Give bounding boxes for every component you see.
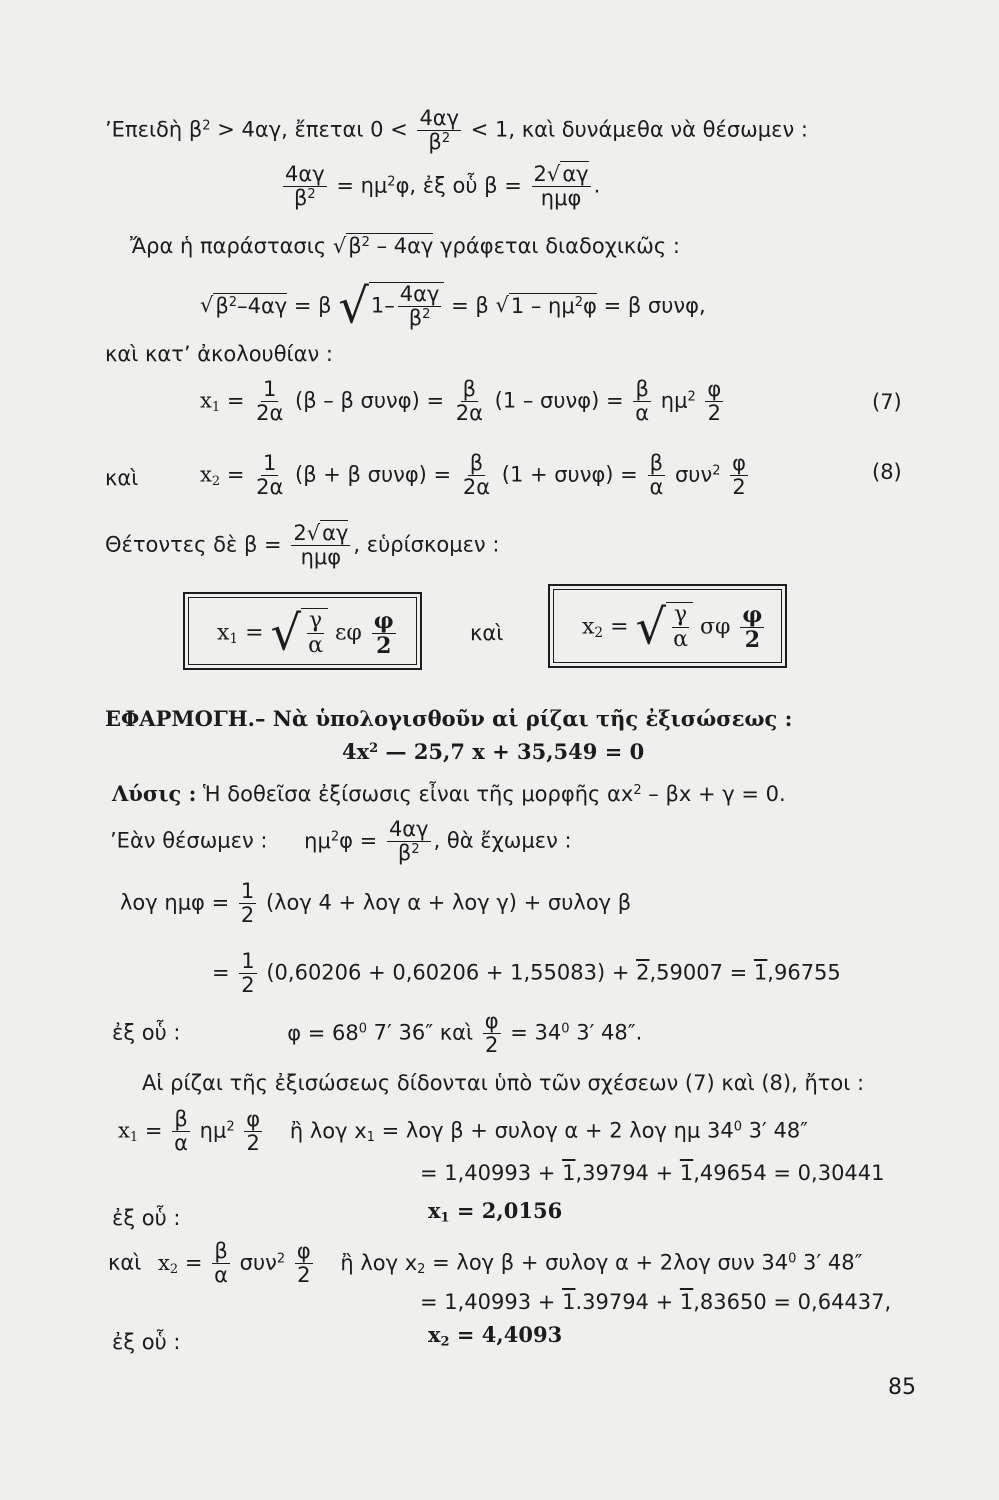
sup: 2 xyxy=(226,1119,235,1135)
text: ,83650 = 0,64437, xyxy=(693,1290,892,1314)
application-equation xyxy=(342,741,644,762)
line-setting-beta xyxy=(105,522,499,569)
text: = λογ β + συλογ α + 2λογ συν 34 xyxy=(425,1250,789,1275)
sub: 1 xyxy=(440,1210,450,1226)
fraction xyxy=(239,950,256,997)
box-x1-formula xyxy=(217,605,399,662)
denominator: α xyxy=(673,627,688,653)
fraction xyxy=(730,452,748,499)
text: ἢ λογ x xyxy=(340,1250,418,1275)
text: (λογ 4 + λογ α + λογ γ) + συλογ β xyxy=(265,890,632,915)
x1-result-value xyxy=(428,1200,562,1224)
text: 4x xyxy=(342,739,370,764)
fraction xyxy=(283,163,327,210)
page-number: 85 xyxy=(888,1375,916,1400)
numerator: β xyxy=(649,451,664,475)
denominator: 2 xyxy=(484,1033,499,1058)
line-x1-formula xyxy=(118,1108,808,1155)
text: – βx + γ = 0. xyxy=(641,782,786,806)
line-substitution xyxy=(280,163,600,210)
variable: x xyxy=(582,614,595,640)
text: β xyxy=(215,293,229,318)
sub: 2 xyxy=(417,1261,426,1277)
denominator: α xyxy=(174,1131,188,1156)
sub: 1 xyxy=(211,399,221,415)
numerator: β xyxy=(174,1107,188,1131)
line-x2-formula xyxy=(108,1240,862,1287)
denominator: 2 xyxy=(246,1131,260,1156)
numerator: 1 xyxy=(263,377,277,401)
text: φ, ἐξ οὗ β = xyxy=(395,173,522,198)
denominator: 2 xyxy=(707,401,722,426)
equation-8 xyxy=(200,452,751,499)
den-base: β xyxy=(293,186,308,211)
sup: 2 xyxy=(687,389,696,405)
fraction xyxy=(705,378,723,425)
den-base: β xyxy=(428,130,442,155)
denominator xyxy=(407,307,433,330)
text: 3′ 48″ xyxy=(741,1118,809,1143)
text: γράφεται διαδοχικῶς : xyxy=(440,234,680,259)
function: σφ xyxy=(699,614,731,640)
fraction xyxy=(239,880,256,927)
fraction xyxy=(172,1108,190,1155)
text: . xyxy=(593,173,601,198)
text: Ἄρα ἡ παράστασις xyxy=(130,234,327,259)
numerator: φ xyxy=(707,377,722,401)
sup: 2 xyxy=(202,118,211,134)
fraction xyxy=(254,378,285,425)
radicand: αγ xyxy=(322,521,349,545)
text: Θέτοντες δὲ β = xyxy=(105,532,282,557)
bar-digit: 1 xyxy=(562,1161,576,1185)
text: = xyxy=(226,388,245,413)
denominator: 2 xyxy=(240,903,255,928)
fraction xyxy=(483,1010,501,1057)
sup: 2 xyxy=(712,463,721,479)
text: , θὰ ἔχωμεν : xyxy=(433,828,572,853)
numerator: β xyxy=(214,1239,228,1263)
fraction xyxy=(291,522,350,569)
text: = 2,0156 xyxy=(449,1198,563,1223)
den-base: β xyxy=(408,306,423,331)
line-if-we-set xyxy=(110,818,572,865)
box-x2-formula xyxy=(582,599,767,656)
numerator: 1 xyxy=(241,949,255,973)
text: –4αγ xyxy=(237,293,288,318)
sup: 0 xyxy=(788,1251,797,1267)
sup: 2 xyxy=(276,1251,286,1267)
denominator: 2 xyxy=(732,475,746,500)
text: συν xyxy=(674,462,713,487)
fraction xyxy=(633,378,651,425)
sub: 1 xyxy=(129,1129,139,1145)
equation-number-7: (7) xyxy=(872,390,902,414)
numerator: γ xyxy=(308,608,323,633)
sub: 2 xyxy=(211,473,221,489)
sup: 2 xyxy=(330,829,340,845)
text: ἢ λογ x xyxy=(289,1118,367,1143)
fraction xyxy=(454,378,485,425)
numerator: φ xyxy=(484,1009,499,1033)
equation-8-label: καὶ xyxy=(105,466,139,490)
line-radical-chain xyxy=(200,278,706,335)
coef: 2 xyxy=(533,162,547,186)
variable: x xyxy=(217,620,230,646)
line-x2-values xyxy=(420,1292,891,1313)
radical: $√1 - \eta\mu^2\varphi$ xyxy=(495,293,597,318)
radicand xyxy=(213,293,287,318)
variable: x xyxy=(200,462,212,487)
bar-digit: 1 xyxy=(562,1290,576,1314)
fraction xyxy=(398,283,442,330)
variable: x xyxy=(158,1250,170,1275)
text: συν xyxy=(239,1250,277,1275)
equation-number-8: (8) xyxy=(872,460,902,484)
text: = xyxy=(184,1250,203,1275)
sup: 0 xyxy=(733,1119,742,1135)
sup: 2 xyxy=(574,294,584,310)
text: ,39794 + xyxy=(575,1161,680,1185)
result-box-x1 xyxy=(183,592,422,670)
text: (0,60206 + 0,60206 + 1,55083) + xyxy=(266,960,637,985)
text: = β xyxy=(451,293,489,318)
sub: 2 xyxy=(440,1334,450,1350)
text: , εὑρίσκομεν : xyxy=(353,532,500,557)
denominator: 2 xyxy=(376,633,392,660)
numerator: φ xyxy=(732,451,747,475)
sup: 2 xyxy=(633,782,642,798)
solution-line xyxy=(112,783,786,805)
text: = ημ xyxy=(336,173,388,198)
line-phi-value xyxy=(112,1010,642,1057)
text: καὶ κατ’ ἀκολουθίαν : xyxy=(105,342,333,366)
sup: 2 xyxy=(307,186,316,202)
text: (β – β συνφ) = xyxy=(295,388,445,413)
numerator: 2√αγ xyxy=(533,162,589,186)
sup: 2 xyxy=(387,174,396,190)
denominator xyxy=(396,842,422,865)
line-therefore xyxy=(130,236,680,257)
sup: 2 xyxy=(369,740,379,756)
text: 3′ 48″. xyxy=(569,1020,643,1045)
line-roots-given: Αἱ ρίζαι τῆς ἐξισώσεως δίδονται ὑπὸ τῶν σχέσεων (7) καὶ (8), ἤτοι : xyxy=(142,1071,865,1095)
coef: 2 xyxy=(293,521,307,545)
bar-digit: 1 xyxy=(679,1290,694,1314)
numerator: 1 xyxy=(263,451,277,475)
sup: 2 xyxy=(361,235,370,250)
fraction xyxy=(647,452,665,499)
fraction xyxy=(254,452,285,499)
fraction xyxy=(306,609,325,658)
text: ἐξ οὗ : xyxy=(112,1206,181,1230)
numerator: φ xyxy=(296,1239,311,1263)
text: Ἡ δοθεῖσα ἐξίσωσις εἶναι τῆς μορφῆς αx xyxy=(196,782,634,806)
solution-label: Λύσις : xyxy=(112,781,197,806)
text: > 4αγ, ἔπεται 0 < xyxy=(210,117,408,142)
text: ἐξ οὗ : xyxy=(112,1330,181,1354)
text: = xyxy=(610,614,629,640)
radical-sign: √ xyxy=(270,605,302,662)
text: φ xyxy=(583,293,597,318)
function: εφ xyxy=(334,620,362,646)
sub: 2 xyxy=(594,625,604,642)
numerator: β xyxy=(635,377,649,401)
text: β xyxy=(348,234,362,259)
numerator: φ xyxy=(742,602,763,628)
text: (1 + συνφ) = xyxy=(501,462,638,487)
line-x1-values xyxy=(420,1163,885,1184)
box-and: καὶ xyxy=(470,621,504,645)
text: ἐξ οὗ : xyxy=(112,1020,181,1045)
denominator: 2 xyxy=(297,1263,311,1288)
denominator: 2α xyxy=(256,401,284,426)
fraction xyxy=(740,603,764,652)
line-log-values xyxy=(212,950,841,997)
equation-7 xyxy=(200,378,726,425)
text: ’Επειδὴ β xyxy=(105,117,203,142)
application-heading: ΕΦΑΡΜΟΓΗ.– Νὰ ὑπολογισθοῦν αἱ ρίζαι τῆς ἐξισώσεως : xyxy=(105,706,793,731)
variable: x xyxy=(428,1322,441,1347)
text: ,49654 = 0,30441 xyxy=(693,1161,885,1185)
variable: x xyxy=(200,388,212,413)
numerator: φ xyxy=(373,608,394,634)
denominator: α xyxy=(308,633,323,659)
numerator: 4αγ xyxy=(419,106,460,130)
fraction xyxy=(417,107,461,154)
numerator: 4αγ xyxy=(388,817,429,841)
line-since xyxy=(105,107,808,154)
radical-sign: √ xyxy=(635,599,667,656)
line-x1-result xyxy=(112,1208,181,1229)
text: — 25,7 x + 35,549 = 0 xyxy=(378,739,645,764)
text: 1– xyxy=(370,293,395,318)
text: ημ xyxy=(660,388,688,413)
denominator: 2 xyxy=(241,973,255,998)
sub: 1 xyxy=(229,631,239,648)
text: = xyxy=(212,960,230,985)
radicand xyxy=(346,233,433,258)
text: = β xyxy=(293,293,332,318)
denominator xyxy=(426,131,452,154)
radical-sign: √ xyxy=(338,278,369,335)
x2-result-value xyxy=(428,1324,562,1348)
text: = xyxy=(245,620,264,646)
sub: 1 xyxy=(366,1129,375,1145)
denominator: 2α xyxy=(462,475,491,500)
denominator: 2α xyxy=(455,401,483,426)
denominator: α xyxy=(635,401,650,426)
numerator: γ xyxy=(673,602,688,627)
numerator: 4αγ xyxy=(285,162,325,186)
radicand xyxy=(666,602,693,652)
text: < 1, καὶ δυνάμεθα νὰ θέσωμεν : xyxy=(470,117,808,142)
denominator: ημφ xyxy=(300,545,342,570)
denominator: α xyxy=(214,1263,228,1288)
sup: 2 xyxy=(422,306,431,322)
radical: $√\beta^2 - 4\alpha\gamma$ xyxy=(332,234,434,259)
text: 1 – ημ xyxy=(510,293,575,318)
text: ,59007 = xyxy=(649,960,754,985)
text: 3′ 48″ xyxy=(796,1250,863,1275)
denominator: α xyxy=(649,475,664,500)
denominator: ημφ xyxy=(540,186,582,211)
fraction xyxy=(295,1240,313,1287)
sup: 2 xyxy=(411,841,420,857)
variable: x xyxy=(428,1198,441,1223)
text: = xyxy=(226,462,245,487)
sup: 0 xyxy=(358,1021,367,1037)
text: = xyxy=(144,1118,163,1143)
text: (1 – συνφ) = xyxy=(494,388,624,413)
text: = 4,4093 xyxy=(449,1322,563,1347)
bar-digit: 2 xyxy=(636,960,650,985)
text: = λογ β + συλογ α + 2 λογ ημ 34 xyxy=(374,1118,734,1143)
text: ,96755 xyxy=(767,960,841,985)
text: .39794 + xyxy=(575,1290,680,1314)
text: – 4αγ xyxy=(369,234,434,259)
numerator: β xyxy=(469,451,484,475)
denominator xyxy=(292,187,318,210)
radicand xyxy=(301,608,328,658)
fraction xyxy=(671,603,690,652)
text: ημ xyxy=(199,1118,227,1143)
text: 7′ 36″ καὶ xyxy=(367,1020,474,1045)
fraction xyxy=(372,609,396,658)
radicand xyxy=(369,282,445,330)
sup: 0 xyxy=(561,1021,570,1037)
denominator: 2α xyxy=(256,475,284,500)
radical: $√\beta^2-4\alpha\gamma$ xyxy=(200,293,288,318)
den-base: β xyxy=(397,841,412,866)
numerator: 1 xyxy=(240,879,255,903)
numerator: 4αγ xyxy=(399,282,440,306)
fraction xyxy=(387,818,431,865)
numerator: 2√αγ xyxy=(293,521,349,545)
line-log-sin xyxy=(120,880,631,927)
result-box-x2 xyxy=(548,584,787,668)
line-consequently xyxy=(105,344,333,365)
text: ημ xyxy=(304,828,331,853)
text: = 1,40993 + xyxy=(420,1290,563,1314)
fraction xyxy=(532,163,591,210)
text: (β + β συνφ) = xyxy=(295,462,452,487)
text: φ = xyxy=(339,828,378,853)
text: = 34 xyxy=(510,1020,562,1045)
numerator: φ xyxy=(246,1107,261,1131)
text: καὶ xyxy=(108,1250,142,1275)
bar-digit: 1 xyxy=(753,960,768,985)
sub: 2 xyxy=(169,1261,179,1277)
text: ’Εὰν θέσωμεν : xyxy=(110,828,268,853)
text: = β συνφ, xyxy=(603,293,706,318)
radicand: αγ xyxy=(562,162,589,186)
denominator: 2 xyxy=(744,627,761,654)
bar-digit: 1 xyxy=(679,1161,694,1185)
text: = 1,40993 + xyxy=(420,1161,563,1185)
numerator: β xyxy=(462,377,477,401)
sup: 2 xyxy=(228,294,238,310)
sup: 2 xyxy=(441,130,451,146)
fraction xyxy=(461,452,492,499)
radicand xyxy=(509,293,597,318)
variable: x xyxy=(118,1118,130,1143)
fraction xyxy=(244,1108,262,1155)
line-x2-result xyxy=(112,1332,181,1353)
text: λογ ημφ = xyxy=(120,890,230,915)
fraction xyxy=(212,1240,230,1287)
text: φ = 68 xyxy=(287,1020,359,1045)
